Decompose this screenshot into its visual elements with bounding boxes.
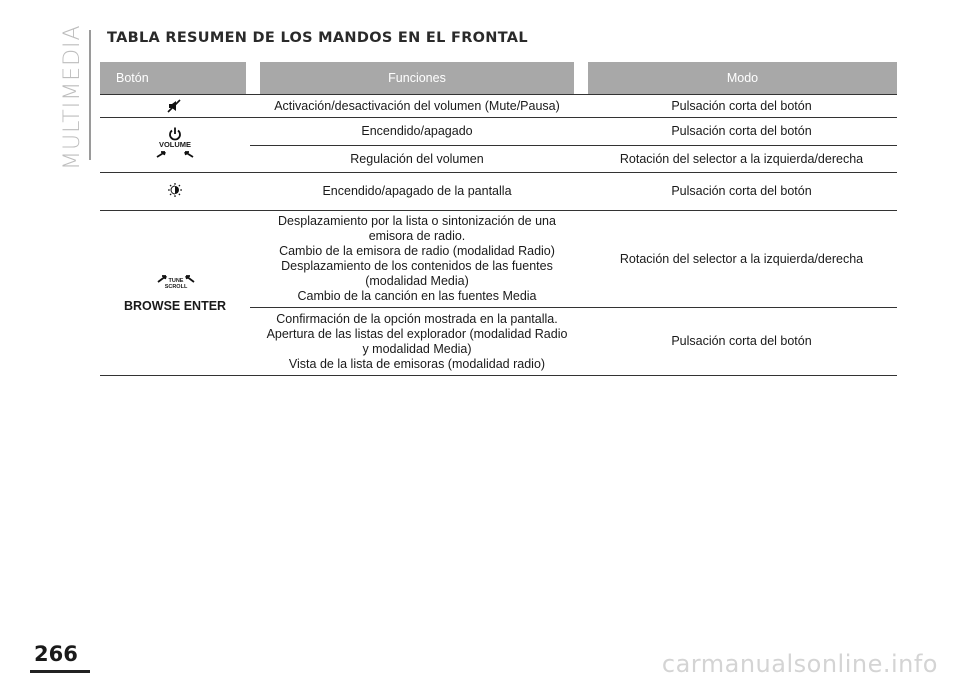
table-row xyxy=(100,308,897,375)
scroll-icon-label: SCROLL xyxy=(164,284,188,290)
function-line: emisora de radio. xyxy=(368,229,466,243)
function-line: Cambio de la emisora de radio (modalidad Radio) xyxy=(279,244,555,258)
function-line: (modalidad Media) xyxy=(365,274,469,288)
function-line: Cambio de la canción en las fuentes Media xyxy=(297,289,537,303)
function-text: Activación/desactivación del volumen (Mute/Pausa) xyxy=(274,98,560,113)
section-divider xyxy=(89,30,91,160)
table-row xyxy=(100,118,897,149)
table-header xyxy=(100,62,897,94)
watermark-text: carmanualsonline.info xyxy=(661,650,938,678)
mode-text: Pulsación corta del botón xyxy=(671,334,812,348)
table-row xyxy=(100,146,897,172)
header-funciones: Funciones xyxy=(260,62,574,94)
function-text xyxy=(258,213,576,305)
function-line: y modalidad Media) xyxy=(362,341,472,356)
mode-text: Pulsación corta del botón xyxy=(671,124,812,138)
page-title: TABLA RESUMEN DE LOS MANDOS EN EL FRONTAL xyxy=(107,30,528,46)
function-line: Confirmación de la opción mostrada en la pantalla. xyxy=(276,311,558,326)
row-divider xyxy=(100,375,897,376)
tune-scroll-icon xyxy=(154,271,198,297)
volume-icon-label: VOLUME xyxy=(158,140,192,149)
function-line: Desplazamiento de los contenidos de las fuentes xyxy=(281,259,553,273)
mute-icon xyxy=(164,97,184,115)
mode-text: Rotación del selector a la izquierda/derecha xyxy=(619,251,864,266)
mode-text: Rotación del selector a la izquierda/derecha xyxy=(619,151,864,166)
function-line: Vista de la lista de emisoras (modalidad radio) xyxy=(288,356,546,371)
table-row xyxy=(100,211,897,313)
mode-text: Pulsación corta del botón xyxy=(671,98,812,113)
section-label: MULTIMEDIA xyxy=(60,24,85,170)
function-text: Regulación del volumen xyxy=(350,151,484,166)
page-number: 266 xyxy=(34,642,78,666)
mode-text: Pulsación corta del botón xyxy=(671,184,812,198)
page-number-underline xyxy=(30,670,90,673)
controls-table xyxy=(100,62,897,371)
table-row xyxy=(100,95,897,117)
function-text: Encendido/apagado de la pantalla xyxy=(322,184,512,198)
function-text: Encendido/apagado xyxy=(361,124,473,138)
function-text xyxy=(258,308,576,375)
function-line: Desplazamiento por la lista o sintonización de una xyxy=(278,214,556,228)
header-boton: Botón xyxy=(100,62,246,94)
function-line: Apertura de las listas del explorador (modalidad Radio xyxy=(266,326,568,341)
header-modo: Modo xyxy=(588,62,897,94)
table-row xyxy=(100,173,897,210)
display-brightness-icon xyxy=(166,181,184,199)
tune-icon-label: TUNE xyxy=(168,278,184,284)
browse-enter-label: BROWSE ENTER xyxy=(124,299,227,313)
